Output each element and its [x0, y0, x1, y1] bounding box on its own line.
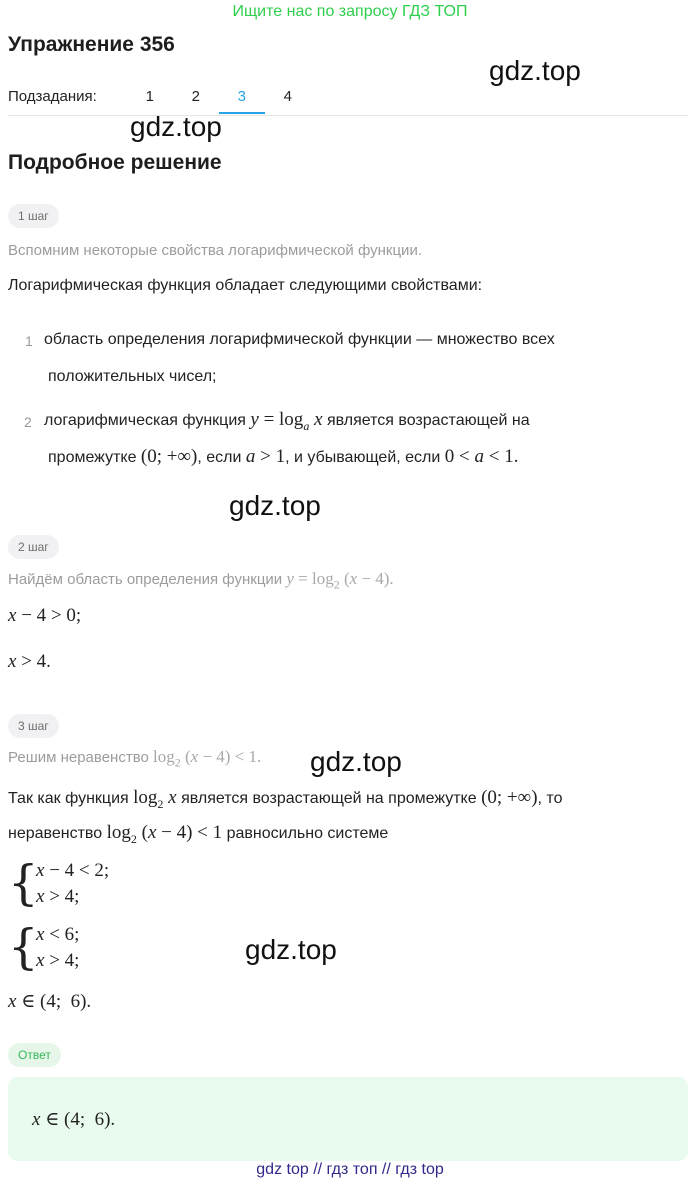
system-row: x < 6;	[36, 924, 80, 945]
page-title: Упражнение 356	[8, 33, 175, 56]
math-line	[8, 990, 91, 1013]
list-item-text: область определения логарифмической функции — множество всех	[44, 331, 555, 348]
list-item-text	[44, 409, 530, 434]
step1-hint: Вспомним некоторые свойства логарифмической функции.	[8, 242, 422, 259]
math-interval: (0; +∞)	[140, 446, 198, 467]
subtask-tab-2[interactable]: 2	[191, 88, 200, 105]
answer-badge: Ответ	[8, 1043, 61, 1067]
math-inequality: $\log_2 (x - 4) < 1$	[106, 822, 223, 846]
list-item-text-part: , и убывающей, если	[285, 449, 441, 466]
solution-title: Подробное решение	[8, 151, 222, 174]
list-item-text-part: логарифмическая функция	[44, 412, 246, 429]
brace-glyph: {	[8, 919, 39, 975]
subtasks-label: Подзадания:	[8, 88, 97, 105]
system-row: x > 4;	[36, 886, 80, 907]
watermark: gdz.top	[310, 746, 402, 777]
step3-text-part: Так как функция	[8, 790, 129, 807]
step3-text-2	[8, 822, 388, 847]
promo-banner[interactable]: Ищите нас по запросу ГДЗ ТОП	[232, 3, 468, 20]
step-badge-1: 1 шаг	[8, 204, 59, 228]
math-inequality: $\log_2 (x - 4) < 1$.	[153, 747, 262, 770]
header-divider	[8, 115, 688, 116]
math-interval: (0; +∞)	[481, 787, 538, 808]
step2-hint-text: Найдём область определения функции	[8, 571, 283, 588]
list-item-number: 1	[25, 333, 33, 349]
list-item-text: положительных чисел;	[48, 368, 217, 385]
math-a-gt-1: a > 1	[245, 446, 286, 467]
math-result: x ∈ (4; 6).	[8, 991, 92, 1012]
math-line	[8, 651, 51, 673]
step3-text-part: , то	[537, 790, 563, 807]
step-badge-2: 2 шаг	[8, 535, 59, 559]
footer-links[interactable]: gdz top // гдз топ // гдз top	[256, 1161, 444, 1178]
math-inequality: x − 4 > 0;	[8, 605, 82, 626]
watermark: gdz.top	[130, 111, 222, 142]
step3-hint-text: Решим неравенство	[8, 749, 149, 766]
step3-text-part: равносильно системе	[226, 825, 389, 842]
list-item-number: 2	[24, 414, 32, 430]
step-badge-3: 3 шаг	[8, 714, 59, 738]
step3-text-part: неравенство	[8, 825, 103, 842]
brace-glyph: {	[8, 855, 39, 911]
list-item-text-part: промежутке	[48, 449, 137, 466]
system-row: x − 4 < 2;	[36, 860, 110, 881]
subtask-tab-1[interactable]: 1	[145, 88, 154, 105]
subtask-tab-4[interactable]: 4	[283, 88, 292, 105]
watermark: gdz.top	[229, 490, 321, 521]
step3-text-part: является возрастающей на промежутке	[181, 790, 477, 807]
math-log-a-x: $y = \log_a x$	[250, 409, 323, 433]
step3-hint	[8, 747, 261, 770]
subtask-tab-3[interactable]: 3	[219, 86, 265, 114]
list-item-text-part: , если	[197, 449, 242, 466]
math-a-range: 0 < a < 1.	[444, 446, 519, 467]
watermark: gdz.top	[245, 934, 337, 965]
system-row: x > 4;	[36, 950, 80, 971]
math-log2-x: $\log_2 x$	[133, 787, 177, 811]
list-item-text	[48, 446, 518, 468]
answer-value: x ∈ (4; 6).	[32, 1109, 116, 1130]
watermark: gdz.top	[489, 55, 581, 86]
math-inequality: x > 4.	[8, 651, 51, 672]
math-function: $y = \log_2 (x - 4)$.	[286, 569, 394, 592]
step3-text-1	[8, 787, 562, 812]
step2-hint	[8, 569, 394, 592]
step1-intro: Логарифмическая функция обладает следующими свойствами:	[8, 277, 483, 294]
math-line	[8, 605, 81, 627]
answer-box	[8, 1077, 688, 1161]
list-item-text-part: является возрастающей на	[326, 412, 530, 429]
